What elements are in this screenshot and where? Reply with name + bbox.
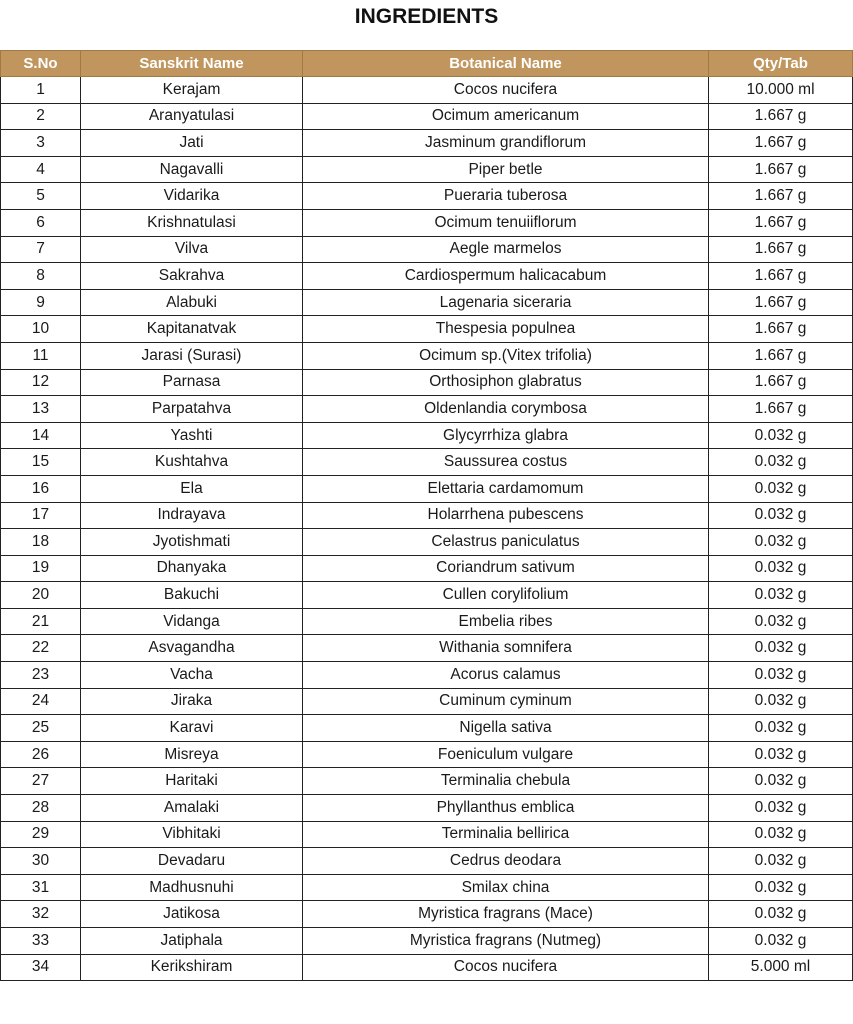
- cell-sno: 3: [1, 130, 81, 157]
- cell-sno: 2: [1, 103, 81, 130]
- cell-sanskrit-name: Jyotishmati: [81, 529, 303, 556]
- cell-qty: 1.667 g: [709, 263, 853, 290]
- table-row: [1, 183, 853, 210]
- cell-sno: 33: [1, 928, 81, 955]
- table-row: [1, 662, 853, 689]
- cell-sanskrit-name: Indrayava: [81, 502, 303, 529]
- table-row: [1, 316, 853, 343]
- cell-sanskrit-name: Jarasi (Surasi): [81, 342, 303, 369]
- cell-sanskrit-name: Haritaki: [81, 768, 303, 795]
- table-row: [1, 954, 853, 981]
- cell-botanical-name: Pueraria tuberosa: [303, 183, 709, 210]
- cell-sno: 23: [1, 662, 81, 689]
- cell-sanskrit-name: Amalaki: [81, 795, 303, 822]
- cell-qty: 0.032 g: [709, 715, 853, 742]
- table-row: [1, 475, 853, 502]
- cell-sanskrit-name: Jiraka: [81, 688, 303, 715]
- cell-qty: 0.032 g: [709, 768, 853, 795]
- cell-sno: 1: [1, 77, 81, 104]
- cell-qty: 1.667 g: [709, 130, 853, 157]
- table-row: [1, 608, 853, 635]
- table-row: [1, 236, 853, 263]
- table-row: [1, 289, 853, 316]
- cell-sno: 14: [1, 422, 81, 449]
- cell-qty: 1.667 g: [709, 342, 853, 369]
- cell-botanical-name: Cedrus deodara: [303, 848, 709, 875]
- cell-qty: 0.032 g: [709, 901, 853, 928]
- cell-qty: 1.667 g: [709, 236, 853, 263]
- column-header-sanskrit-name: Sanskrit Name: [81, 51, 303, 77]
- cell-botanical-name: Ocimum americanum: [303, 103, 709, 130]
- cell-qty: 1.667 g: [709, 156, 853, 183]
- cell-botanical-name: Celastrus paniculatus: [303, 529, 709, 556]
- cell-sno: 7: [1, 236, 81, 263]
- table-header: [1, 51, 853, 77]
- cell-qty: 0.032 g: [709, 848, 853, 875]
- cell-sanskrit-name: Vibhitaki: [81, 821, 303, 848]
- table-row: [1, 688, 853, 715]
- cell-sanskrit-name: Kerajam: [81, 77, 303, 104]
- cell-sanskrit-name: Parnasa: [81, 369, 303, 396]
- table-row: [1, 156, 853, 183]
- cell-sno: 30: [1, 848, 81, 875]
- cell-sanskrit-name: Alabuki: [81, 289, 303, 316]
- cell-sno: 25: [1, 715, 81, 742]
- cell-sno: 28: [1, 795, 81, 822]
- table-row: [1, 502, 853, 529]
- table-row: [1, 422, 853, 449]
- cell-sno: 10: [1, 316, 81, 343]
- cell-qty: 0.032 g: [709, 449, 853, 476]
- cell-sanskrit-name: Jati: [81, 130, 303, 157]
- cell-botanical-name: Aegle marmelos: [303, 236, 709, 263]
- cell-botanical-name: Myristica fragrans (Mace): [303, 901, 709, 928]
- cell-botanical-name: Oldenlandia corymbosa: [303, 396, 709, 423]
- cell-sanskrit-name: Jatikosa: [81, 901, 303, 928]
- cell-sno: 9: [1, 289, 81, 316]
- cell-sno: 17: [1, 502, 81, 529]
- cell-sno: 32: [1, 901, 81, 928]
- cell-sno: 4: [1, 156, 81, 183]
- table-row: [1, 795, 853, 822]
- cell-sno: 5: [1, 183, 81, 210]
- cell-botanical-name: Elettaria cardamomum: [303, 475, 709, 502]
- cell-qty: 1.667 g: [709, 289, 853, 316]
- table-row: [1, 130, 853, 157]
- cell-sanskrit-name: Dhanyaka: [81, 555, 303, 582]
- cell-qty: 0.032 g: [709, 741, 853, 768]
- cell-botanical-name: Phyllanthus emblica: [303, 795, 709, 822]
- cell-sanskrit-name: Misreya: [81, 741, 303, 768]
- cell-sanskrit-name: Parpatahva: [81, 396, 303, 423]
- cell-sno: 15: [1, 449, 81, 476]
- cell-sanskrit-name: Vidarika: [81, 183, 303, 210]
- cell-botanical-name: Piper betle: [303, 156, 709, 183]
- cell-sno: 11: [1, 342, 81, 369]
- cell-qty: 0.032 g: [709, 662, 853, 689]
- cell-sanskrit-name: Kerikshiram: [81, 954, 303, 981]
- table-row: [1, 874, 853, 901]
- page-title: INGREDIENTS: [354, 5, 499, 28]
- cell-qty: 0.032 g: [709, 422, 853, 449]
- cell-sanskrit-name: Sakrahva: [81, 263, 303, 290]
- cell-botanical-name: Smilax china: [303, 874, 709, 901]
- cell-botanical-name: Cullen corylifolium: [303, 582, 709, 609]
- cell-qty: 0.032 g: [709, 795, 853, 822]
- cell-qty: 0.032 g: [709, 688, 853, 715]
- cell-qty: 1.667 g: [709, 316, 853, 343]
- cell-sanskrit-name: Devadaru: [81, 848, 303, 875]
- cell-botanical-name: Ocimum sp.(Vitex trifolia): [303, 342, 709, 369]
- cell-sanskrit-name: Ela: [81, 475, 303, 502]
- cell-sno: 34: [1, 954, 81, 981]
- cell-sno: 21: [1, 608, 81, 635]
- table-row: [1, 529, 853, 556]
- cell-sno: 26: [1, 741, 81, 768]
- cell-sanskrit-name: Asvagandha: [81, 635, 303, 662]
- cell-botanical-name: Lagenaria siceraria: [303, 289, 709, 316]
- cell-sno: 6: [1, 209, 81, 236]
- cell-botanical-name: Ocimum tenuiiflorum: [303, 209, 709, 236]
- cell-sno: 12: [1, 369, 81, 396]
- table-row: [1, 263, 853, 290]
- cell-sno: 13: [1, 396, 81, 423]
- cell-botanical-name: Thespesia populnea: [303, 316, 709, 343]
- cell-sno: 20: [1, 582, 81, 609]
- cell-botanical-name: Holarrhena pubescens: [303, 502, 709, 529]
- cell-qty: 0.032 g: [709, 635, 853, 662]
- cell-botanical-name: Cocos nucifera: [303, 77, 709, 104]
- cell-qty: 0.032 g: [709, 874, 853, 901]
- cell-botanical-name: Withania somnifera: [303, 635, 709, 662]
- column-header-qty-per-tab: Qty/Tab: [709, 51, 853, 77]
- cell-qty: 0.032 g: [709, 529, 853, 556]
- cell-botanical-name: Coriandrum sativum: [303, 555, 709, 582]
- cell-qty: 0.032 g: [709, 582, 853, 609]
- table-row: [1, 342, 853, 369]
- cell-qty: 5.000 ml: [709, 954, 853, 981]
- cell-botanical-name: Myristica fragrans (Nutmeg): [303, 928, 709, 955]
- cell-qty: 0.032 g: [709, 928, 853, 955]
- cell-qty: 10.000 ml: [709, 77, 853, 104]
- cell-sanskrit-name: Yashti: [81, 422, 303, 449]
- cell-botanical-name: Orthosiphon glabratus: [303, 369, 709, 396]
- cell-sno: 22: [1, 635, 81, 662]
- cell-sanskrit-name: Nagavalli: [81, 156, 303, 183]
- table-row: [1, 768, 853, 795]
- cell-qty: 0.032 g: [709, 502, 853, 529]
- cell-qty: 1.667 g: [709, 396, 853, 423]
- table-row: [1, 582, 853, 609]
- cell-sno: 27: [1, 768, 81, 795]
- cell-botanical-name: Embelia ribes: [303, 608, 709, 635]
- table-row: [1, 821, 853, 848]
- cell-qty: 0.032 g: [709, 555, 853, 582]
- table-row: [1, 848, 853, 875]
- cell-qty: 1.667 g: [709, 103, 853, 130]
- cell-botanical-name: Terminalia bellirica: [303, 821, 709, 848]
- table-row: [1, 741, 853, 768]
- cell-botanical-name: Terminalia chebula: [303, 768, 709, 795]
- cell-qty: 1.667 g: [709, 183, 853, 210]
- column-header-botanical-name: Botanical Name: [303, 51, 709, 77]
- cell-sanskrit-name: Madhusnuhi: [81, 874, 303, 901]
- cell-botanical-name: Glycyrrhiza glabra: [303, 422, 709, 449]
- cell-sanskrit-name: Kushtahva: [81, 449, 303, 476]
- cell-qty: 1.667 g: [709, 209, 853, 236]
- cell-qty: 0.032 g: [709, 608, 853, 635]
- table-row: [1, 928, 853, 955]
- cell-botanical-name: Saussurea costus: [303, 449, 709, 476]
- table-row: [1, 209, 853, 236]
- cell-sanskrit-name: Vilva: [81, 236, 303, 263]
- header-row: [1, 51, 853, 77]
- table-row: [1, 635, 853, 662]
- table-row: [1, 103, 853, 130]
- table-row: [1, 901, 853, 928]
- cell-sno: 8: [1, 263, 81, 290]
- cell-qty: 1.667 g: [709, 369, 853, 396]
- table-row: [1, 396, 853, 423]
- cell-sanskrit-name: Vacha: [81, 662, 303, 689]
- cell-botanical-name: Nigella sativa: [303, 715, 709, 742]
- cell-botanical-name: Jasminum grandiflorum: [303, 130, 709, 157]
- table-row: [1, 715, 853, 742]
- table-body: [1, 77, 853, 981]
- cell-botanical-name: Acorus calamus: [303, 662, 709, 689]
- cell-botanical-name: Foeniculum vulgare: [303, 741, 709, 768]
- table-row: [1, 77, 853, 104]
- cell-qty: 0.032 g: [709, 821, 853, 848]
- cell-sno: 16: [1, 475, 81, 502]
- table-row: [1, 555, 853, 582]
- cell-sanskrit-name: Karavi: [81, 715, 303, 742]
- cell-sanskrit-name: Aranyatulasi: [81, 103, 303, 130]
- cell-sno: 31: [1, 874, 81, 901]
- cell-botanical-name: Cocos nucifera: [303, 954, 709, 981]
- cell-sno: 18: [1, 529, 81, 556]
- cell-qty: 0.032 g: [709, 475, 853, 502]
- cell-sanskrit-name: Jatiphala: [81, 928, 303, 955]
- cell-sanskrit-name: Krishnatulasi: [81, 209, 303, 236]
- cell-sanskrit-name: Kapitanatvak: [81, 316, 303, 343]
- column-header-sno: S.No: [1, 51, 81, 77]
- cell-sno: 24: [1, 688, 81, 715]
- cell-sanskrit-name: Vidanga: [81, 608, 303, 635]
- cell-sno: 19: [1, 555, 81, 582]
- cell-sanskrit-name: Bakuchi: [81, 582, 303, 609]
- cell-botanical-name: Cuminum cyminum: [303, 688, 709, 715]
- table-row: [1, 449, 853, 476]
- cell-sno: 29: [1, 821, 81, 848]
- cell-botanical-name: Cardiospermum halicacabum: [303, 263, 709, 290]
- ingredients-table: [0, 50, 853, 981]
- table-row: [1, 369, 853, 396]
